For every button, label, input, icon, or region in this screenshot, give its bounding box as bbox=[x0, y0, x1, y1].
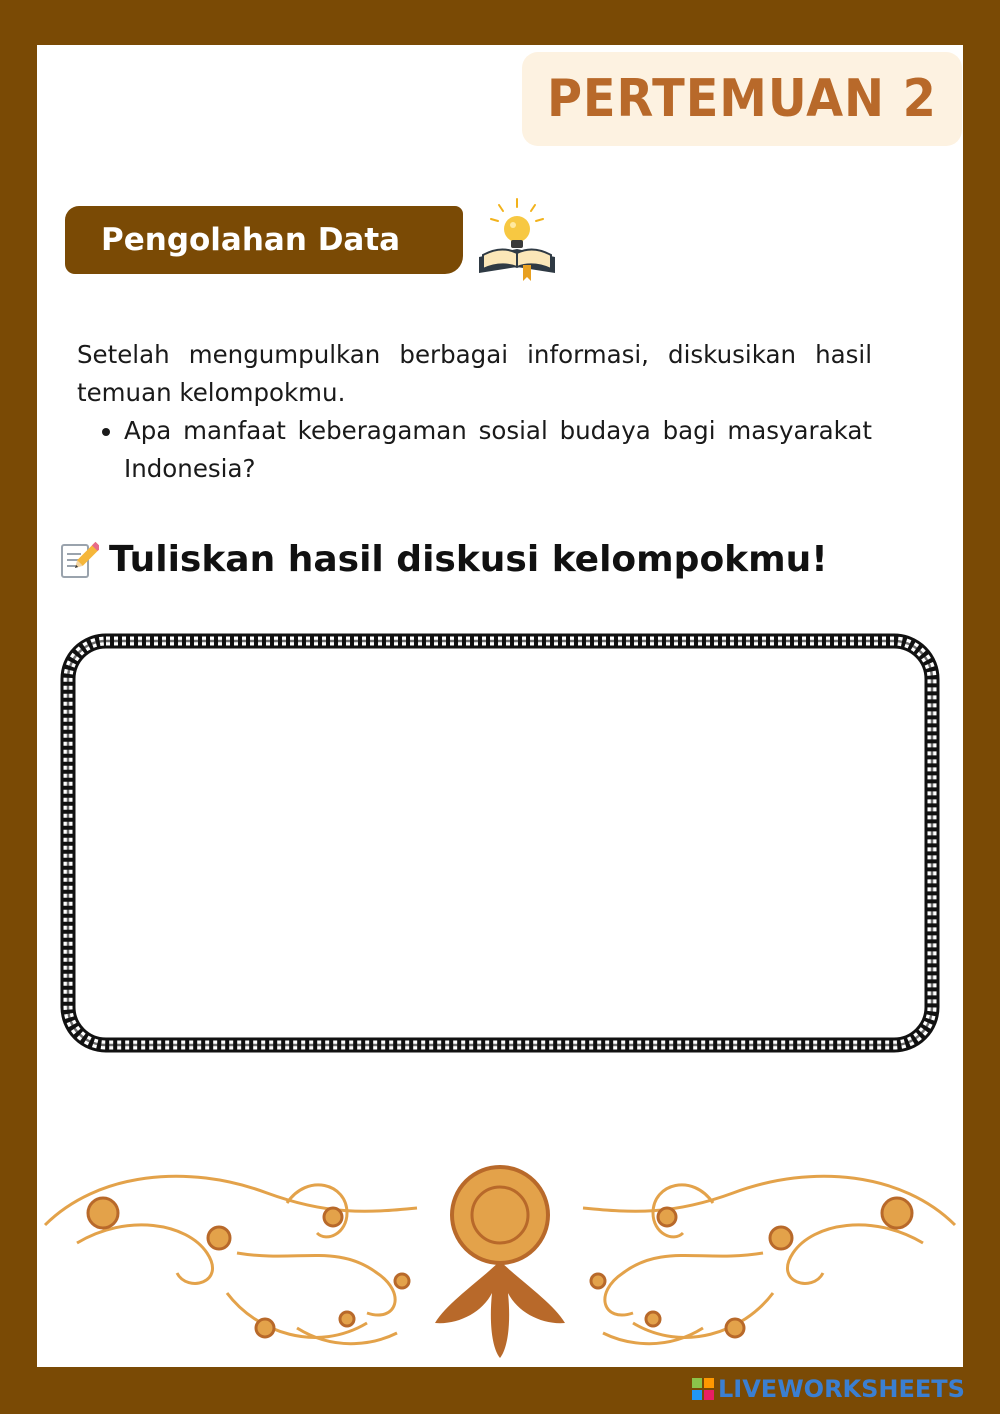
question-item: • Apa manfaat keberagaman sosial budaya bagi masyarakat Indonesia? bbox=[124, 412, 872, 488]
task-row bbox=[59, 539, 828, 580]
answer-input[interactable] bbox=[81, 661, 921, 1027]
liveworksheets-logo-icon bbox=[692, 1378, 714, 1400]
floral-ornament bbox=[37, 1153, 963, 1367]
liveworksheets-watermark bbox=[692, 1375, 965, 1403]
meeting-title: PERTEMUAN 2 bbox=[547, 69, 937, 129]
question-list bbox=[77, 412, 872, 488]
worksheet-page bbox=[37, 45, 963, 1367]
book-lightbulb-icon bbox=[471, 195, 563, 287]
memo-pencil-icon bbox=[59, 540, 99, 580]
meeting-tab bbox=[522, 52, 962, 146]
instructions bbox=[77, 336, 872, 488]
section-pill bbox=[65, 206, 463, 274]
watermark-text: LIVEWORKSHEETS bbox=[718, 1375, 965, 1403]
intro-paragraph: Setelah mengumpulkan berbagai informasi, diskusikan hasil temuan kelompokmu. bbox=[77, 340, 872, 407]
task-heading: Tuliskan hasil diskusi kelompokmu! bbox=[109, 539, 828, 580]
section-label: Pengolahan Data bbox=[101, 222, 401, 258]
